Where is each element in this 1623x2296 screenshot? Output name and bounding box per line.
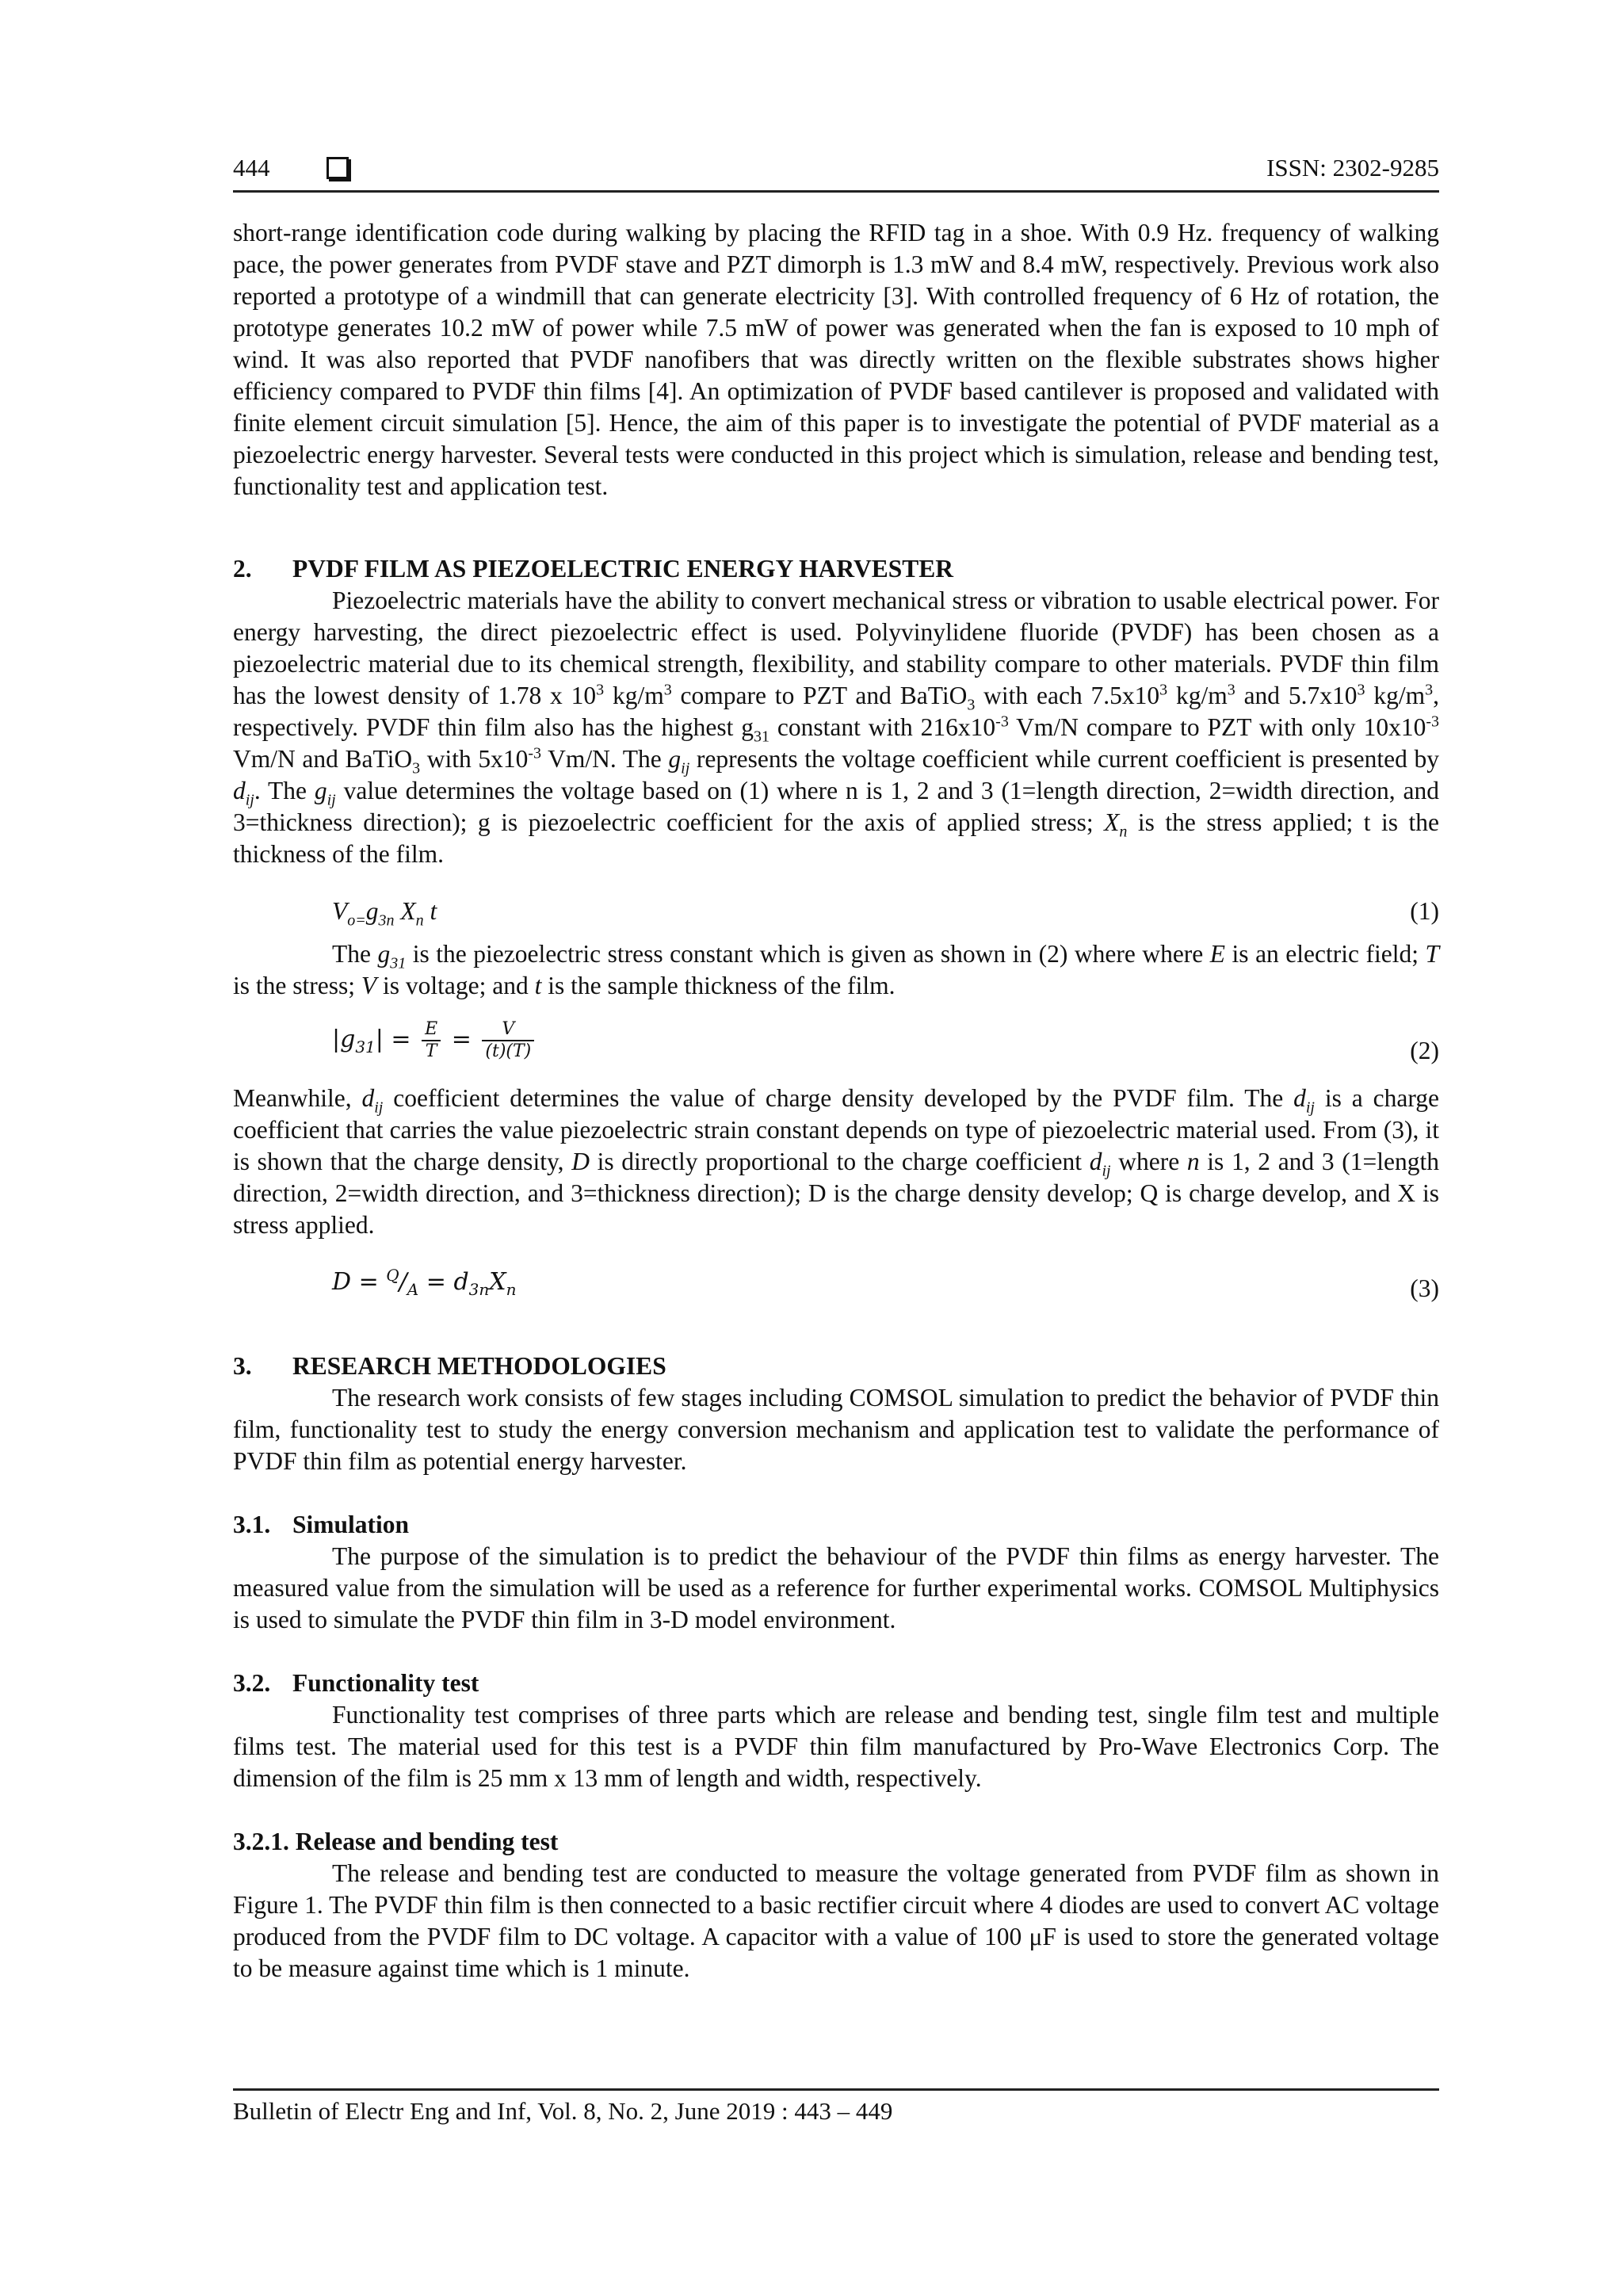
section-3-2-paragraph: Functionality test comprises of three parts which are release and bending test, single film test and multiple films test. The material used for this test is a PVDF thin film manufactured by Pro-Wave Electronics Corp. The dimension of the film is 25 mm x 13 mm of length and width, respectively. (233, 1701, 1439, 1792)
intro-paragraph: short-range identification code during walking by placing the RFID tag in a shoe. With 0.9 Hz. frequency of walking pace, the power generates from PVDF stave and PZT dimorph is 1.3 mW and 8.4 mW, respectively. Previous work also reported a prototype of a windmill that can generate electricity [3]. With controlled frequency of 6 Hz of rotation, the prototype generates 10.2 mW of power while 7.5 mW of power was generated when the fan is exposed to 10 mph of wind. It was also reported that PVDF nanofibers that was directly written on the flexible substrates shows higher efficiency compared to PVDF thin films [4]. An optimization of PVDF based cantilever is proposed and validated with finite element circuit simulation [5]. Hence, the aim of this paper is to investigate the potential of PVDF material as a piezoelectric energy harvester. Several tests were conducted in this project which is simulation, release and bending test, functionality test and application test. (233, 219, 1439, 500)
page-header (233, 152, 1439, 193)
subsection-title: Functionality test (292, 1669, 479, 1697)
equation-2 (233, 1019, 1439, 1083)
equation-3-number: (3) (1410, 1274, 1439, 1302)
subsection-title: Simulation (292, 1511, 410, 1538)
section-title: RESEARCH METHODOLOGIES (292, 1352, 666, 1380)
page-number: 444 (233, 154, 270, 181)
section-2-paragraph-1: Piezoelectric materials have the ability to convert mechanical stress or vibration to usable electrical power. For energy harvesting, the direct piezoelectric effect is used. Polyvinylidene fluoride (PVDF) has been chosen as a piezoelectric material due to its chemical strength, flexibility, and stability compare to other materials. PVDF thin film has the lowest density of 1.78 x $10^3$ $kg/m^3$ compare to PZT and BaTiO$_3$ with each $7.5x10^3$ $kg/m^3$ and $5.7x10^3$ $kg/m^3$, respectively. PVDF thin film also has the highest $g_{31}$ constant with $216x10^{-3}$ Vm/N compare to PZT with only $10x10^{-3}$ Vm/N and BaTiO$_3$ with $5x10^{-3}$ Vm/N. The $g_{ij}$ represents the voltage coefficient while current coefficient is presented by $d_{ij}$. The $g_{ij}$ value determines the voltage based on (1) where n is 1, 2 and 3 (1=length direction, 2=width direction, and 3=thickness direction); g is piezoelectric coefficient for the axis of applied stress; $X_n$ is the stress applied; t is the thickness of the film. (233, 586, 1440, 868)
section-3-2-heading (233, 1668, 1439, 1699)
section-2-heading (233, 553, 1439, 585)
section-2-paragraph-2: The $g_{31}$ is the piezoelectric stress constant which is given as shown in (2) where where E is an electric field; T is the stress; V is voltage; and t is the sample thickness of the film. (233, 940, 1439, 999)
page-footer (233, 2088, 1439, 2126)
section-number: 3. (233, 1352, 252, 1380)
section-3-2-1-heading: 3.2.1. Release and bending test (233, 1828, 559, 1855)
page-body (233, 217, 1439, 1985)
section-3-heading (233, 1350, 1439, 1382)
checkbox-square-icon (327, 157, 349, 179)
footer-citation: Bulletin of Electr Eng and Inf, Vol. 8, No. 2, June 2019 : 443 – 449 (233, 2097, 893, 2125)
section-number: 2. (233, 555, 252, 583)
section-3-2-1-paragraph: The release and bending test are conducted to measure the voltage generated from PVDF film as shown in Figure 1. The PVDF thin film is then connected to a basic rectifier circuit where 4 diodes are used to convert AC voltage produced from the PVDF film to DC voltage. A capacitor with a value of 100 μF is used to store the generated voltage to be measure against time which is 1 minute. (233, 1859, 1439, 1982)
equation-2-number: (2) (1410, 1037, 1439, 1064)
section-2-paragraph-3: Meanwhile, $d_{ij}$ coefficient determines the value of charge density developed by the PVDF film. The $d_{ij}$ is a charge coefficient that carries the value piezoelectric strain constant depends on type of piezoelectric material used. From (3), it is shown that the charge density, D is directly proportional to the charge coefficient $d_{ij}$ where n is 1, 2 and 3 (1=length direction, 2=width direction, and 3=thickness direction); D is the charge density develop; Q is charge develop, and X is stress applied. (233, 1084, 1440, 1239)
equation-2-formula: $|g_{31}|$ = $\frac{E}{T}$ = $\frac{V}{(t)(T)}$ (332, 1019, 537, 1062)
subsection-number: 3.1. (233, 1511, 271, 1538)
equation-1 (233, 888, 1439, 938)
equation-3 (233, 1259, 1439, 1319)
section-3-paragraph: The research work consists of few stages including COMSOL simulation to predict the behavior of PVDF thin film, functionality test to study the energy conversion mechanism and application test to validate the performance of PVDF thin film as potential energy harvester. (233, 1384, 1439, 1475)
section-3-1-paragraph: The purpose of the simulation is to predict the behaviour of the PVDF thin films as energy harvester. The measured value from the simulation will be used as a reference for further experimental works. COMSOL Multiphysics is used to simulate the PVDF thin film in 3-D model environment. (233, 1542, 1439, 1633)
section-title: PVDF FILM AS PIEZOELECTRIC ENERGY HARVESTER (292, 555, 954, 583)
equation-1-formula: $V_{o=}g_{3n}$ $X_n$ t (332, 897, 437, 930)
subsection-number: 3.2. (233, 1669, 271, 1697)
equation-3-formula: $D = ^Q/_A = d_{3n}X_n$ (332, 1266, 517, 1299)
section-3-1-heading (233, 1509, 1439, 1541)
equation-1-number: (1) (1410, 897, 1439, 925)
issn: ISSN: 2302-9285 (1266, 154, 1439, 181)
